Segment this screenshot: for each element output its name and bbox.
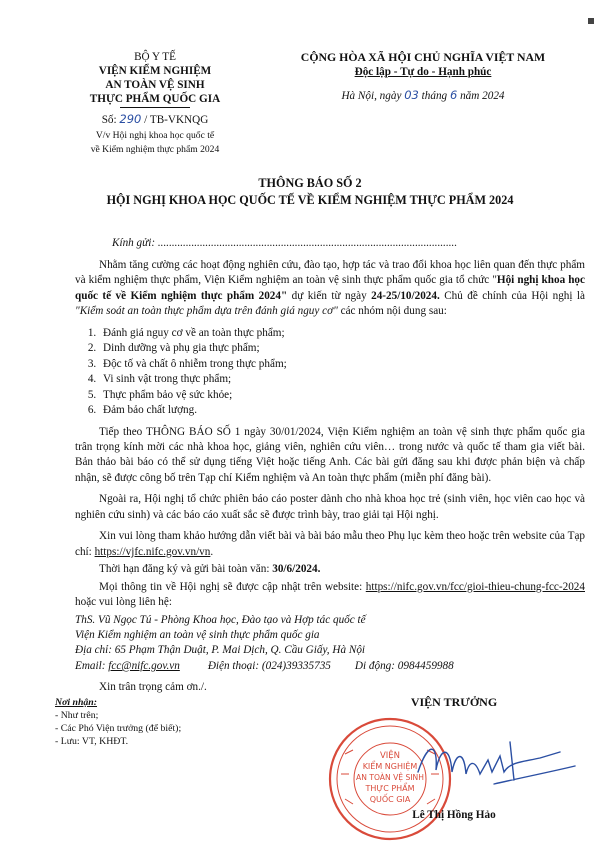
closing-line: Xin trân trọng cảm ơn./. [99,681,207,693]
date-month-label: tháng [421,90,448,102]
stamp-line3: AN TOÀN VỆ SINH [356,773,424,782]
date-place: Hà Nội, ngày [341,90,402,102]
contact-mobile: Di động: 0984459988 [354,659,454,672]
recipients-header: Nơi nhận: [55,697,98,708]
event-name: Hội nghị khoa học quốc tế về Kiểm nghiệm thực phẩm 2024" [75,274,585,302]
recipient-item: - Các Phó Viện trưởng (để biết); [55,723,182,734]
deadline-text: Thời hạn đăng ký và gửi bài toàn văn: [99,563,273,576]
date-line [262,88,584,104]
document-title [30,175,590,209]
stamp-line1: VIỆN [379,751,401,761]
topic-item: 5. Thực phẩm bảo vệ sức khỏe; [99,388,585,403]
number-handwritten: 290 [119,112,142,126]
paragraph-poster: Ngoài ra, Hội nghị tổ chức phiên báo cáo poster dành cho nhà khoa học trẻ (sinh viên, học viên cao học và nghiên cứu sinh) và các báo cáo xuất sắc sẽ được trình bày, trao giải tại Hội nghị. [75,493,585,521]
guidelines-end: . [210,545,214,558]
national-header [262,50,584,104]
handwritten-signature [410,722,580,802]
paragraph-guidelines [75,529,585,560]
date-day: 03 [404,88,419,102]
paragraph-deadline [75,562,585,577]
contact-address: Địa chỉ: 65 Phạm Thận Duật, P. Mai Dịch, Q. Cầu Giấy, Hà Nội [75,644,366,657]
paragraph-intro [75,258,585,320]
paragraph-invitation: Tiếp theo THÔNG BÁO SỐ 1 ngày 30/01/2024, Viện Kiểm nghiệm an toàn vệ sinh thực phẩm quốc gia trân trọng kính mời các nhà khoa học, giảng viên, nghiên cứu viên… trong nước và quốc tế tham gia viết bài. Bản thảo bài báo có thể sử dụng tiếng Việt hoặc tiếng Anh. Các bài gửi đăng sau khi được phản biện và chấp nhận, sẽ được công bố trên Tạp chí Kiểm nghiệm và An toàn thực phẩm (miễn phí đăng bài). [75,425,585,484]
topic-item: 2. Dinh dưỡng và phụ gia thực phẩm; [99,341,585,356]
website-text: Mọi thông tin về Hội nghị sẽ được cập nhật trên website: [99,580,366,593]
national-motto: Độc lập - Tự do - Hạnh phúc [354,66,492,78]
stamp-line4: THỰC PHẨM [365,784,415,793]
republic-name: CỘNG HÒA XÃ HỘI CHỦ NGHĨA VIỆT NAM [300,50,546,64]
title-line2: HỘI NGHỊ KHOA HỌC QUỐC TẾ VỀ KIỂM NGHIỆM THỰC PHẨM 2024 [106,193,514,207]
contact-phones [75,659,585,674]
intro-text-c: Chủ đề chính của Hội nghị là [439,289,585,302]
number-prefix: Số: [101,114,117,126]
signer-title: VIỆN TRƯỞNG [410,695,498,709]
intro-text-d: các nhóm nội dung sau: [337,305,447,318]
contact-phone: Điện thoại: (024)39335735 [207,659,331,672]
institute-name-line2: AN TOÀN VỆ SINH [105,79,205,91]
email-label: Email: [75,659,109,672]
institute-name-line3: THỰC PHẨM QUỐC GIA [89,93,221,105]
topic-item: 1. Đánh giá nguy cơ về an toàn thực phẩm; [99,326,585,341]
recipient-item: - Lưu: VT, KHĐT. [55,736,129,747]
event-dates: 24-25/10/2024. [371,289,440,302]
paragraph-website [75,580,585,611]
topic-item: 3. Độc tố và chất ô nhiễm trong thực phẩm; [99,357,585,372]
document-number [55,112,255,128]
deadline-date: 30/6/2024. [272,563,321,576]
subject-line2: về Kiểm nghiệm thực phẩm 2024 [90,144,220,156]
topic-item: 6. Đảm bảo chất lượng. [99,403,585,418]
guidelines-text: Xin vui lòng tham khảo hướng dẫn viết bài và bài báo mẫu theo Phụ lục kèm theo hoặc trên website của Tạp chí: [75,530,585,558]
contact-block [75,613,585,675]
document-body [75,258,585,678]
event-theme: "Kiểm soát an toàn thực phẩm dựa trên đánh giá nguy cơ" [75,305,338,318]
contact-email[interactable]: fcc@nifc.gov.vn [108,659,180,672]
contact-name: ThS. Vũ Ngọc Tú - Phòng Khoa học, Đào tạo và Hợp tác quốc tế [75,613,366,626]
topic-item: 4. Vi sinh vật trong thực phẩm; [99,372,585,387]
journal-link[interactable]: https://vjfc.nifc.gov.vn/vn [94,545,211,558]
institute-name-line1: VIỆN KIỂM NGHIỆM [98,65,212,77]
recipient-line: Kính gửi: ........................................................................................................... [112,237,458,249]
title-line1: THÔNG BÁO SỐ 2 [258,176,362,190]
header-rule-left [120,107,190,108]
conference-link[interactable]: https://nifc.gov.vn/fcc/gioi-thieu-chung-fcc-2024 [365,580,585,593]
recipients-block [55,696,285,748]
intro-text-a: Nhằm tăng cường các hoạt động nghiên cứu, đào tạo, hợp tác và trao đổi khoa học liên quan đến thực phẩm và kiểm nghiệm thực phẩm, Viện Kiểm nghiệm an toàn vệ sinh thực phẩm quốc gia tổ chức " [75,259,585,287]
stamp-line2: KIỂM NGHIỆM [362,762,418,771]
signer-name: Lê Thị Hồng Hảo [412,809,496,821]
contact-org: Viện Kiểm nghiệm an toàn vệ sinh thực phẩm quốc gia [75,628,320,641]
recipient-item: - Như trên; [55,710,99,721]
date-month: 6 [449,88,458,102]
issuer-header [55,50,255,156]
number-suffix: / TB-VKNQG [144,114,209,126]
subject-line1: V/v Hội nghị khoa học quốc tế [95,130,215,142]
date-year: năm 2024 [460,90,505,102]
website-end: hoặc vui lòng liên hệ: [75,596,172,609]
ministry-name: BỘ Y TẾ [134,51,176,63]
scan-mark-icon [588,18,594,24]
topic-list [75,326,585,419]
stamp-line5: QUỐC GIA [369,795,411,804]
intro-text-b: dự kiến từ ngày [287,289,372,302]
